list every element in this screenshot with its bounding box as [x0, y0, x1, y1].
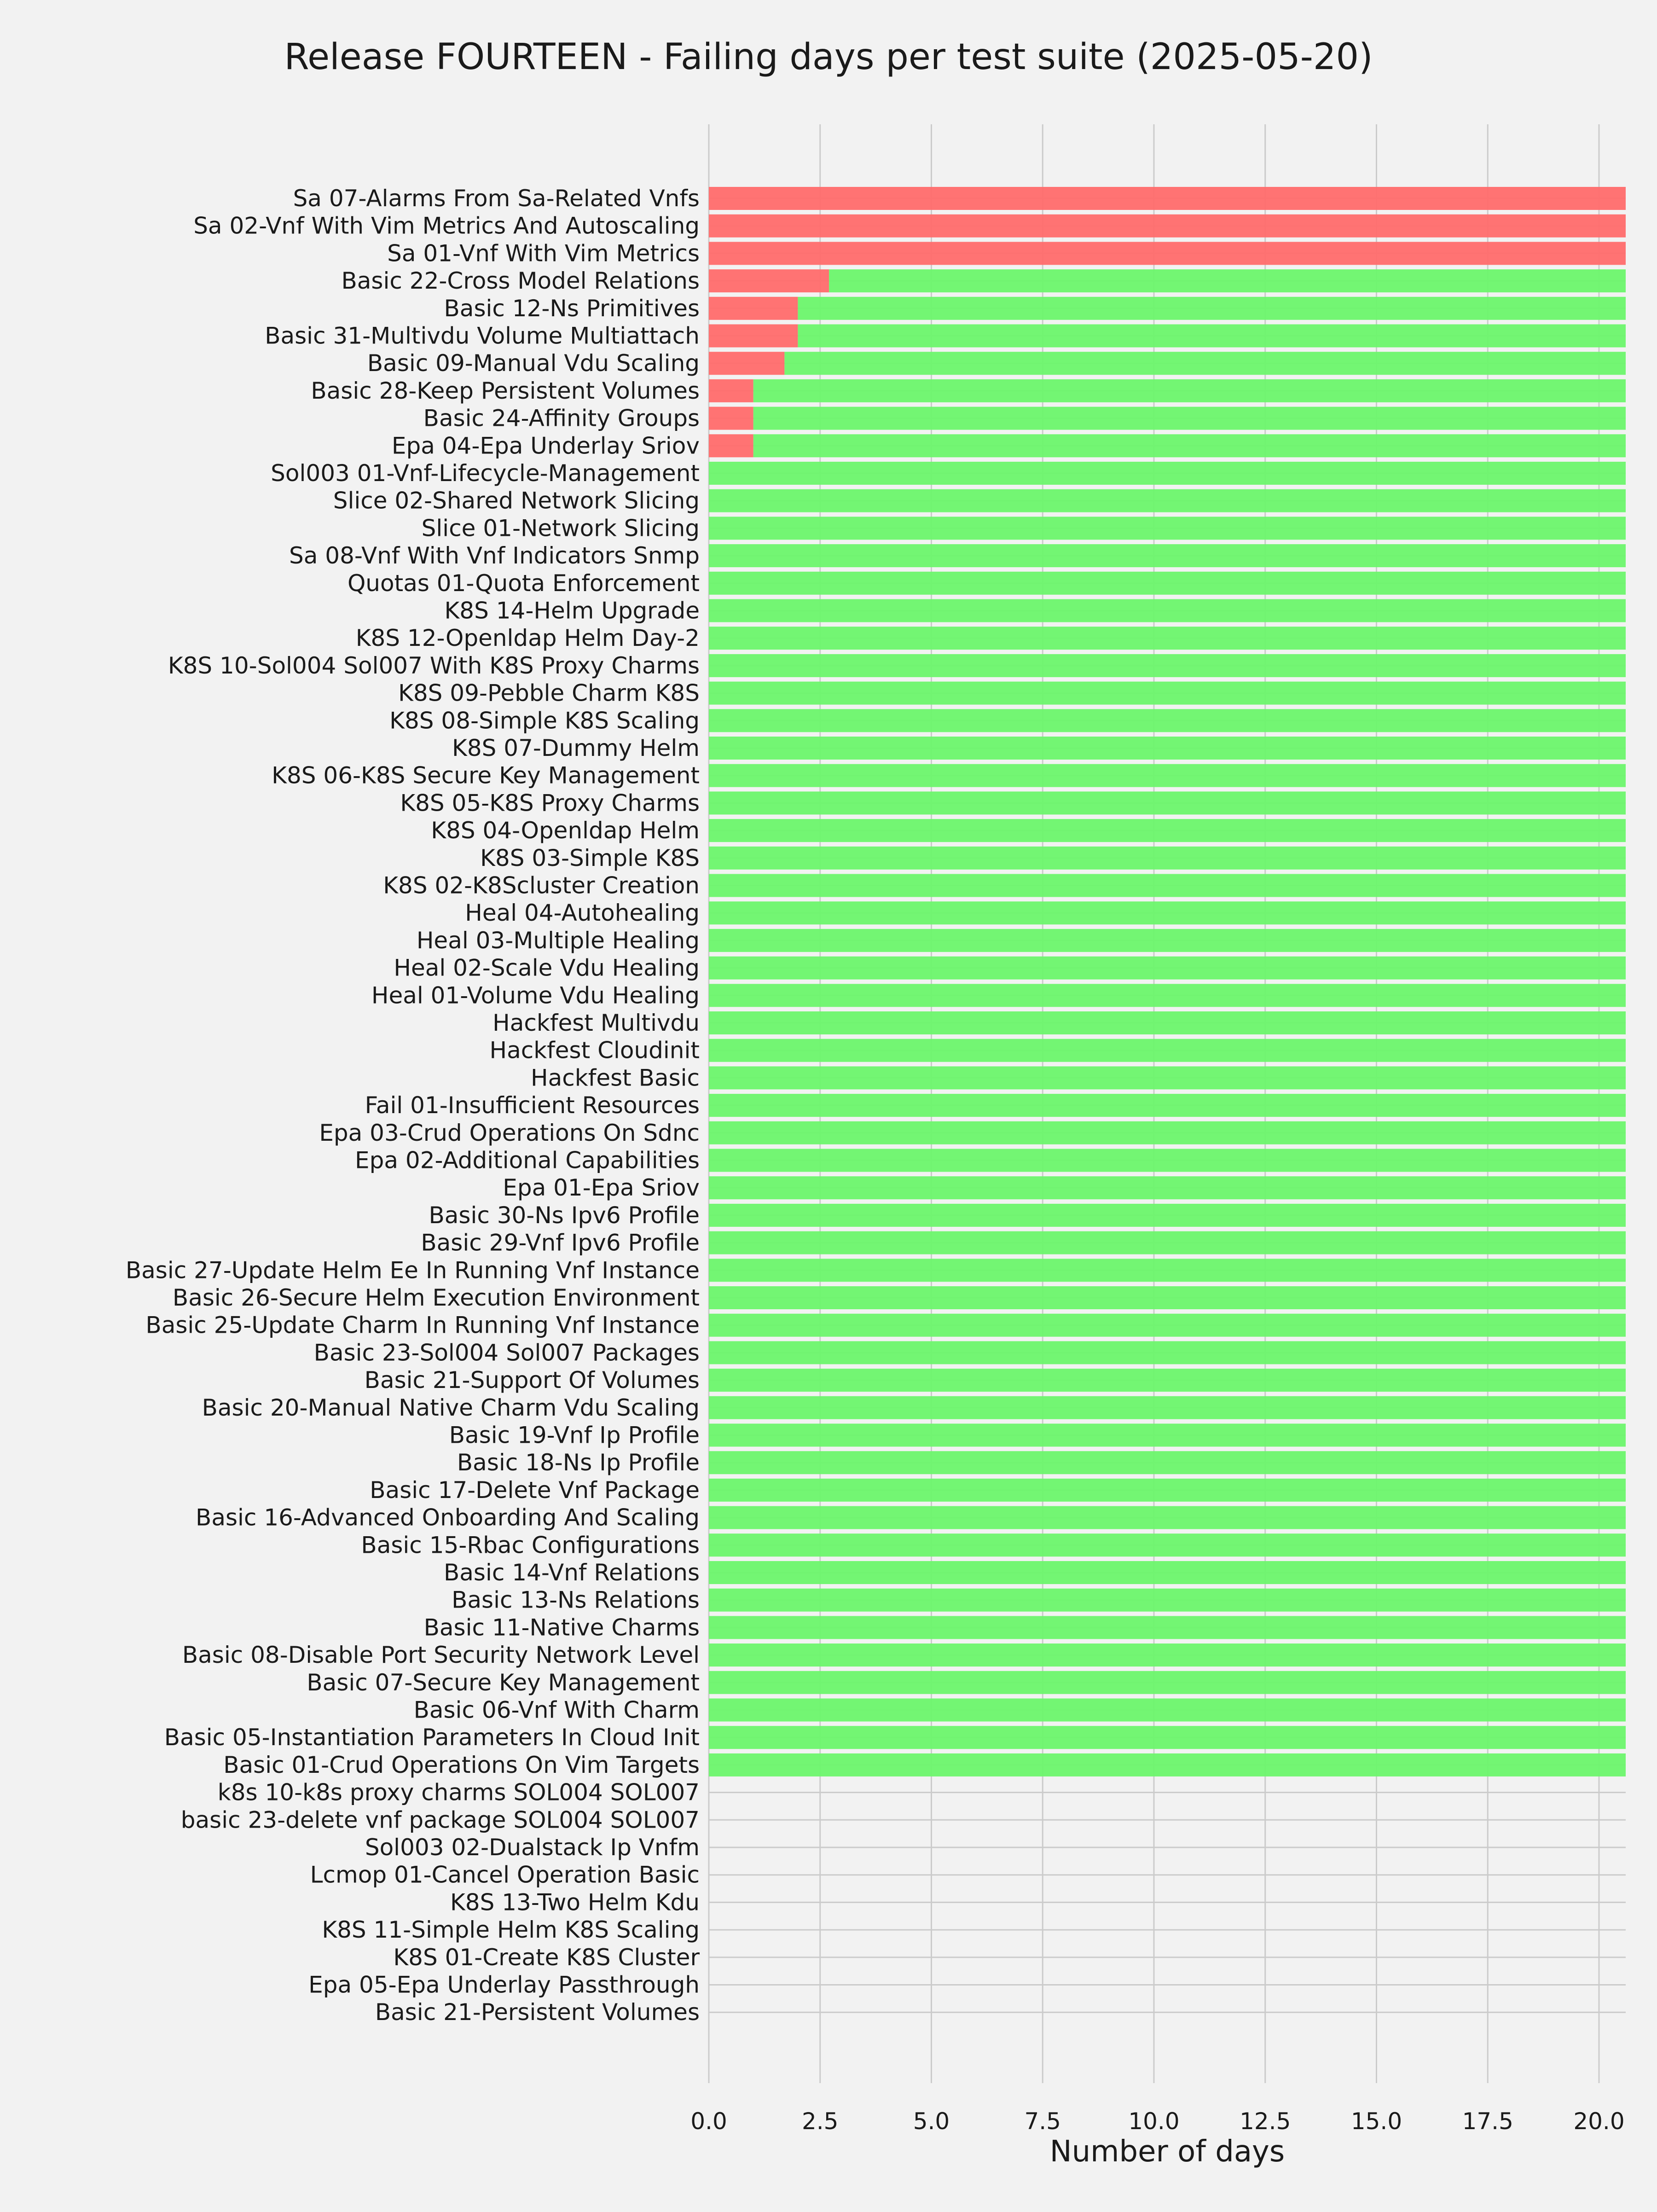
bar-passing — [709, 1643, 1626, 1666]
y-tick-label: Basic 23-Sol004 Sol007 Packages — [313, 1339, 700, 1366]
bar-failing — [709, 215, 1626, 238]
y-tick-label: Sol003 01-Vnf-Lifecycle-Management — [271, 460, 700, 487]
x-tick-label: 7.5 — [1024, 2108, 1061, 2135]
bar-passing — [709, 489, 1626, 512]
bar-passing — [709, 1589, 1626, 1612]
y-tick-label: Heal 04-Autohealing — [465, 900, 700, 927]
y-tick-label: Basic 16-Advanced Onboarding And Scaling — [196, 1504, 700, 1531]
y-tick-label: Basic 28-Keep Persistent Volumes — [311, 377, 700, 404]
bar-passing — [709, 1424, 1626, 1447]
bar-passing — [709, 791, 1626, 814]
y-tick-label: Basic 31-Multivdu Volume Multiattach — [265, 322, 700, 349]
y-tick-label: Basic 05-Instantiation Parameters In Cloud Init — [164, 1724, 700, 1751]
y-tick-label: Epa 05-Epa Underlay Passthrough — [308, 1971, 700, 1998]
bar-passing — [709, 1094, 1626, 1117]
bar-passing — [709, 1506, 1626, 1529]
bar-passing — [709, 874, 1626, 897]
bar-failing — [709, 407, 753, 430]
y-tick-label: Basic 18-Ns Ip Profile — [457, 1449, 700, 1476]
y-tick-label: Basic 22-Cross Model Relations — [341, 267, 700, 295]
y-tick-label: K8S 05-K8S Proxy Charms — [400, 790, 700, 817]
y-tick-label: Basic 08-Disable Port Security Network Level — [182, 1642, 700, 1669]
y-tick-label: K8S 09-Pebble Charm K8S — [398, 679, 700, 707]
y-tick-label: Epa 01-Epa Sriov — [503, 1174, 700, 1202]
bar-passing — [709, 1259, 1626, 1282]
bar-passing — [709, 599, 1626, 622]
bar-passing — [709, 1753, 1626, 1777]
y-tick-label: Basic 12-Ns Primitives — [444, 295, 700, 322]
y-tick-label: Basic 01-Crud Operations On Vim Targets — [223, 1751, 700, 1778]
y-tick-label: basic 23-delete vnf package SOL004 SOL007 — [180, 1806, 700, 1834]
y-tick-label: K8S 06-K8S Secure Key Management — [272, 762, 700, 789]
y-tick-label: Basic 30-Ns Ipv6 Profile — [429, 1202, 700, 1229]
bar-failing — [709, 187, 1626, 210]
bar-passing — [753, 434, 1626, 457]
bar-passing — [709, 1286, 1626, 1309]
bar-passing — [753, 407, 1626, 430]
bar-passing — [709, 654, 1626, 677]
bar-passing — [709, 819, 1626, 842]
y-tick-label: Basic 26-Secure Helm Execution Environment — [172, 1284, 700, 1311]
x-tick-labels — [690, 2108, 1624, 2135]
y-tick-label: K8S 04-Openldap Helm — [431, 817, 700, 844]
y-tick-label: Basic 19-Vnf Ip Profile — [449, 1422, 700, 1449]
y-tick-label: Basic 13-Ns Relations — [452, 1586, 700, 1614]
bar-passing — [709, 682, 1626, 705]
bar-passing — [709, 1121, 1626, 1144]
bar-failing — [709, 269, 829, 292]
bar-passing — [709, 1231, 1626, 1254]
bar-passing — [709, 627, 1626, 650]
y-tick-label: Quotas 01-Quota Enforcement — [347, 569, 700, 597]
bar-passing — [709, 462, 1626, 485]
y-tick-label: K8S 08-Simple K8S Scaling — [389, 707, 700, 734]
x-tick-label: 10.0 — [1128, 2108, 1180, 2135]
bar-passing — [709, 1176, 1626, 1199]
bar-passing — [709, 1533, 1626, 1556]
bar-passing — [709, 1671, 1626, 1694]
bar-passing — [709, 1699, 1626, 1722]
y-tick-label: Epa 04-Epa Underlay Sriov — [391, 432, 700, 459]
y-tick-label: K8S 03-Simple K8S — [480, 844, 700, 871]
bar-passing — [709, 984, 1626, 1007]
y-tick-labels — [126, 185, 700, 2026]
x-tick-label: 12.5 — [1240, 2108, 1291, 2135]
bar-failing — [709, 242, 1626, 265]
y-tick-label: Slice 01-Network Slicing — [421, 515, 700, 542]
y-tick-label: Basic 20-Manual Native Charm Vdu Scaling — [202, 1394, 700, 1421]
y-tick-label: Basic 17-Delete Vnf Package — [370, 1476, 700, 1504]
bar-passing — [753, 379, 1626, 402]
y-tick-label: Sol003 02-Dualstack Ip Vnfm — [365, 1834, 700, 1861]
bar-passing — [709, 1561, 1626, 1584]
y-tick-label: Lcmop 01-Cancel Operation Basic — [310, 1861, 700, 1888]
y-tick-label: Basic 09-Manual Vdu Scaling — [367, 350, 700, 377]
chart-title: Release FOURTEEN - Failing days per test suite (2025-05-20) — [284, 36, 1373, 78]
y-tick-label: Basic 06-Vnf With Charm — [413, 1696, 700, 1724]
bar-passing — [709, 1314, 1626, 1337]
y-tick-label: Sa 08-Vnf With Vnf Indicators Snmp — [289, 542, 700, 569]
bar-passing — [829, 269, 1626, 292]
bar-passing — [709, 737, 1626, 760]
y-tick-label: Sa 02-Vnf With Vim Metrics And Autoscaling — [193, 212, 700, 239]
bar-passing — [709, 1341, 1626, 1364]
y-tick-label: Basic 15-Rbac Configurations — [361, 1532, 700, 1559]
bar-passing — [709, 929, 1626, 952]
y-tick-label: Basic 24-Affinity Groups — [423, 405, 700, 432]
bar-passing — [709, 957, 1626, 980]
y-tick-label: Basic 14-Vnf Relations — [443, 1559, 700, 1586]
bar-passing — [709, 1039, 1626, 1062]
bar-passing — [709, 1066, 1626, 1089]
y-tick-label: Slice 02-Shared Network Slicing — [333, 487, 700, 514]
x-tick-label: 17.5 — [1462, 2108, 1513, 2135]
y-tick-label: Sa 07-Alarms From Sa-Related Vnfs — [293, 185, 700, 212]
y-tick-label: Sa 01-Vnf With Vim Metrics — [387, 240, 700, 267]
y-tick-label: Basic 21-Persistent Volumes — [375, 1999, 700, 2026]
bar-failing — [709, 379, 753, 402]
y-tick-label: K8S 02-K8Scluster Creation — [383, 872, 700, 899]
bar-passing — [798, 297, 1626, 320]
bar-passing — [709, 1451, 1626, 1474]
y-tick-label: Basic 27-Update Helm Ee In Running Vnf Instance — [125, 1257, 700, 1284]
x-tick-label: 0.0 — [690, 2108, 727, 2135]
y-tick-label: K8S 13-Two Helm Kdu — [450, 1889, 700, 1916]
y-tick-label: Hackfest Cloudinit — [489, 1037, 700, 1064]
x-tick-label: 5.0 — [913, 2108, 950, 2135]
x-tick-label: 20.0 — [1573, 2108, 1625, 2135]
y-tick-label: Basic 29-Vnf Ipv6 Profile — [421, 1229, 700, 1256]
y-tick-label: K8S 11-Simple Helm K8S Scaling — [322, 1916, 700, 1944]
bar-failing — [709, 434, 753, 457]
bar-failing — [709, 352, 784, 375]
y-tick-label: K8S 14-Helm Upgrade — [444, 597, 700, 624]
x-tick-label: 15.0 — [1350, 2108, 1402, 2135]
y-tick-label: Epa 03-Crud Operations On Sdnc — [319, 1119, 700, 1146]
bar-failing — [709, 297, 798, 320]
x-axis-label: Number of days — [1049, 2135, 1285, 2169]
y-tick-label: Heal 02-Scale Vdu Healing — [394, 954, 700, 981]
y-tick-label: Basic 11-Native Charms — [423, 1614, 700, 1641]
bar-failing — [709, 325, 798, 348]
bar-passing — [709, 1396, 1626, 1419]
y-tick-label: K8S 07-Dummy Helm — [452, 735, 700, 761]
y-tick-label: k8s 10-k8s proxy charms SOL004 SOL007 — [217, 1779, 700, 1806]
y-tick-label: K8S 10-Sol004 Sol007 With K8S Proxy Charms — [168, 652, 700, 679]
bar-passing — [709, 544, 1626, 567]
y-tick-label: Fail 01-Insufficient Resources — [365, 1092, 700, 1119]
y-tick-label: Hackfest Multivdu — [492, 1010, 700, 1036]
y-tick-label: Basic 21-Support Of Volumes — [364, 1367, 700, 1394]
y-tick-label: K8S 12-Openldap Helm Day-2 — [355, 625, 700, 652]
y-tick-label: Heal 01-Volume Vdu Healing — [371, 982, 700, 1009]
bar-passing — [709, 764, 1626, 787]
bar-passing — [709, 1204, 1626, 1227]
bar-passing — [709, 1616, 1626, 1639]
bar-passing — [709, 572, 1626, 595]
y-tick-label: Basic 07-Secure Key Management — [307, 1669, 700, 1696]
y-tick-label: K8S 01-Create K8S Cluster — [393, 1944, 700, 1971]
bar-passing — [709, 1149, 1626, 1172]
bar-passing — [709, 1726, 1626, 1749]
y-tick-label: Epa 02-Additional Capabilities — [355, 1147, 700, 1174]
y-tick-label: Hackfest Basic — [531, 1064, 700, 1091]
bar-passing — [798, 325, 1626, 348]
bar-passing — [709, 1479, 1626, 1502]
y-tick-label: Basic 25-Update Charm In Running Vnf Instance — [145, 1312, 700, 1339]
bar-passing — [709, 709, 1626, 732]
bar-passing — [709, 901, 1626, 924]
x-tick-label: 2.5 — [801, 2108, 839, 2135]
y-tick-label: Heal 03-Multiple Healing — [416, 927, 700, 954]
bar-passing — [784, 352, 1626, 375]
bar-passing — [709, 847, 1626, 870]
bar-passing — [709, 1011, 1626, 1034]
bar-passing — [709, 517, 1626, 540]
bar-passing — [709, 1369, 1626, 1392]
